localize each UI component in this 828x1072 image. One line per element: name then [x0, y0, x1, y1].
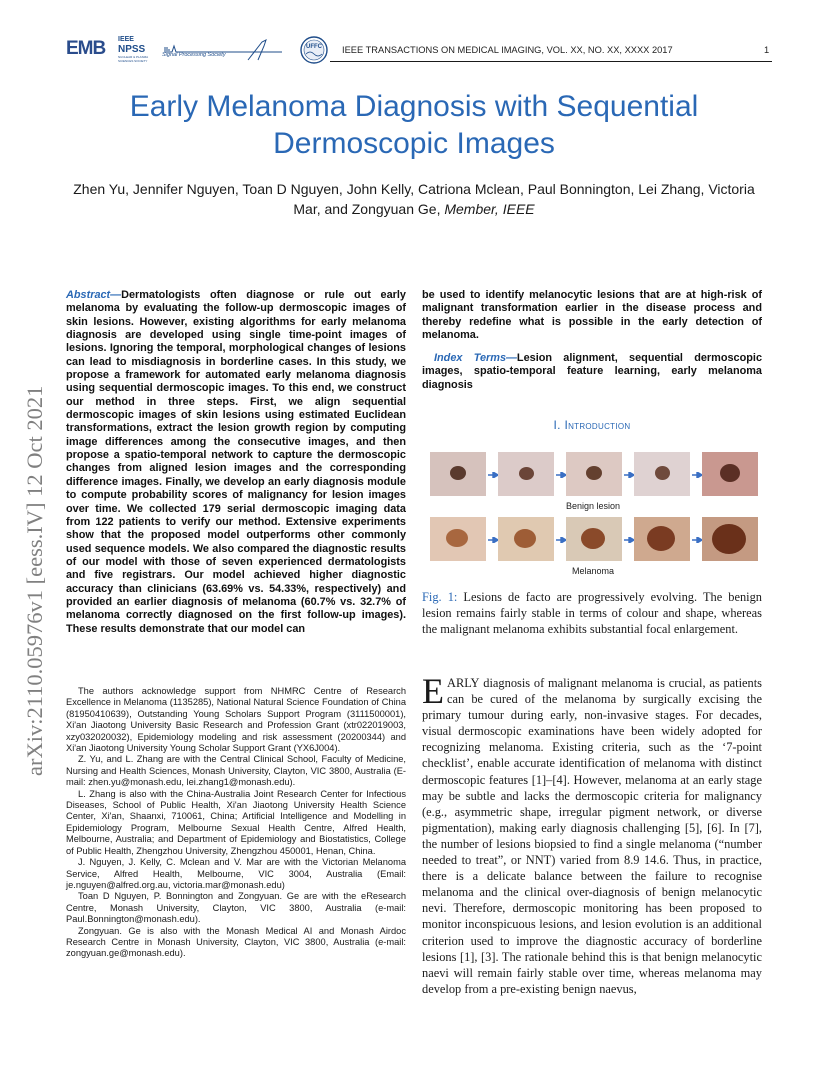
footnote-affiliation: Zongyuan. Ge is also with the Monash Medical AI and Monash Airdoc Research Centre in Monash University, Clayton, VIC 3800, Australia (e-mail: zongyuan.ge@monash.edu). — [66, 925, 406, 959]
arrow-right-icon — [556, 472, 566, 478]
npss-logo-text: NPSS — [118, 44, 146, 55]
benign-lesion-image-4 — [634, 452, 690, 496]
abstract-text: Dermatologists often diagnose or rule out early melanoma by evaluating the follow-up dermoscopic images of skin lesions. However, existing algorithms for early melanoma diagnosis are developed using single time-point images of lesions. Ignoring the temporal, morphological changes of lesions can lead to misdiagnosis in borderline cases. In this study, we propose a framework for automated early melanoma diagnosis using sequential dermoscopic images. To this end, we construct our method in three steps. First, we align sequential dermoscopic images of skin lesions using estimated Euclidean transformations, extract the lesion growth region by computing image differences among the consecutive images, and then propose a spatio-temporal network to capture the dermoscopic changes from aligned lesion images and the corresponding difference images. Finally, we develop an early diagnosis module to compute probability scores of malignancy for lesion images over time. We collected 179 serial dermoscopic imaging data from 122 patients to verify our method. Extensive experiments show that the proposed model outperforms other commonly used sequence models. We also compared the diagnostic results of our model with those of seven experienced dermatologists and five registrars. Our model achieved higher diagnostic accuracy than clinicians (63.69% vs. 54.33%, respectively) and provided an earlier diagnosis of melanoma (60.7% vs. 32.7% of melanoma correctly diagnosed on the first follow-up images). These results demonstrate that our model can — [66, 289, 406, 635]
footnote-affiliation: Toan D Nguyen, P. Bonnington and Zongyuan. Ge are with the eResearch Centre, Monash University, Clayton, VIC 3800, Australia (e-mail: Paul.Bonnington@monash.edu). — [66, 891, 406, 925]
footnote-affiliation: Z. Yu, and L. Zhang are with the Central Clinical School, Faculty of Medicine, Nursing and Health Sciences, Monash University, Clayton, VIC 3800, Australia (E-mail: zhen.yu@monash.edu, lei.zhang1@monash.edu). — [66, 754, 406, 788]
section-number: I. — [553, 418, 561, 432]
footnote-affiliation: L. Zhang is also with the China-Australia Joint Research Center for Infectious Diseases, School of Public Health, Xi'an Jiaotong University Health Science Center, Xi'an, Shaanxi, 710061, China; Artificial Intelligence and Modelling in Epidemiology Program, Melbourne Sexual Health Centre, Alfred Health, Melbourne, Australia; and Department of Epidemiology and Biostatistics, College of Public Health, Zhengzhou University, Zhengzhou 450001, Henan, China. — [66, 788, 406, 856]
arxiv-identifier: arXiv:2110.05976v1 [eess.IV] 12 Oct 2021 — [22, 385, 47, 776]
footnotes — [66, 686, 406, 960]
melanoma-image-3 — [566, 517, 622, 561]
footnote-affiliation: J. Nguyen, J. Kelly, C. Mclean and V. Mar are with the Victorian Melanoma Service, Alfred Health, Melbourne, VIC 3004, Australia (Email: je.nguyen@alfred.org.au, victoria.mar@monash.edu) — [66, 857, 406, 890]
footnote-funding: The authors acknowledge support from NHMRC Centre of Research Excellence in Melanoma (1135285), National Natural Science Foundation of China (81950410639), Outstanding Young Scholars Support Program (3111500001), Xi'an Jiaotong University Basic Research and Profession Grant (xtr022019003, xzy032020032), Epidemiology modeling and risk assessment (20200344) and Xi'an Jiaotong University Young Scholar Support Grant (YX6J004). — [66, 686, 406, 754]
uffc-logo — [300, 36, 328, 64]
benign-lesion-image-5 — [702, 452, 758, 496]
section-heading — [422, 418, 762, 432]
intro-first-word: ARLY — [447, 676, 480, 690]
author-names: Zhen Yu, Jennifer Nguyen, Toan D Nguyen, John Kelly, Catriona Mclean, Paul Bonnington, Lei Zhang, Victoria Mar, and Zongyuan Ge, — [73, 181, 755, 217]
figure-caption — [422, 589, 762, 637]
melanoma-label: Melanoma — [571, 566, 615, 576]
signal-processing-society-logo — [162, 38, 290, 64]
abstract-label: Abstract— — [66, 289, 122, 301]
drop-cap: E — [422, 671, 444, 711]
benign-lesion-label: Benign lesion — [565, 501, 621, 511]
paper-title: Early Melanoma Diagnosis with Sequential Dermoscopic Images — [129, 90, 699, 160]
figure-caption-text: Lesions de facto are progressively evolving. The benign lesion remains fairly stable in terms of colour and shape, whereas the malignant melanoma exhibits substantial focal enlargement. — [422, 590, 762, 637]
index-terms-label: Index Terms— — [434, 352, 517, 364]
melanoma-image-5 — [702, 517, 758, 561]
author-membership: Member, IEEE — [444, 201, 535, 217]
sps-wave-icon — [162, 38, 290, 64]
index-terms-text: Lesion alignment, sequential dermoscopic images, spatio-temporal feature learning, early melanoma diagnosis — [422, 352, 762, 391]
arrow-right-icon — [556, 537, 566, 543]
introduction-paragraph — [422, 671, 762, 997]
journal-header: IEEE TRANSACTIONS ON MEDICAL IMAGING, VOL. XX, NO. XX, XXXX 2017 — [342, 45, 673, 55]
npss-logo-subtext: NUCLEAR & PLASMA SCIENCES SOCIETY — [118, 55, 149, 63]
benign-lesion-image-1 — [430, 452, 486, 496]
arrow-right-icon — [624, 537, 634, 543]
uffc-seal-icon — [300, 36, 328, 64]
uffc-logo-text: UFFC — [306, 44, 322, 50]
author-list — [70, 179, 758, 219]
emb-logo: EMB — [66, 38, 106, 59]
arrow-right-icon — [692, 472, 702, 478]
abstract-continuation: be used to identify melanocytic lesions that are at high-risk of malignant transformation earlier in the disease process and thereby redefine what is possible in the early detection of melanoma. — [422, 289, 762, 342]
abstract — [66, 289, 406, 636]
intro-text: diagnosis of malignant melanoma is crucial, as patients can be cured of the melanoma by surgically excising the primary tumour during early, non-invasive stages. For decades, visual dermoscopic examinations have been widely adopted for recognizing melanoma. Existing criteria, such as the ‘7-point checklist’, enable accurate identification of melanoma with distinct dermoscopic features [1]–[4]. However, melanoma at an early stage may be subtle and lacks the dermoscopic criteria for malignancy (e.g., asymmetric shape, irregular pigment network, or diverse pigmentation), making early diagnosis challenging [5], [6]. In [7], the number of lesions biopsied to find a single melanoma (“number needed to treat”, or NNT) varied from 8.9 14.6. Thus, in practice, there is a delicate balance between the failure to recognise melanoma and the clinical over-diagnosis of benign melanocytic nevi. Therefore, dermoscopic monitoring has been proposed to monitor inconspicuous lesions, and lesion evolution is an additional criterion used to improve the diagnostic accuracy of borderline lesions [1], [3]. The rationale behind this is that benign melanocytic naevi will remain fairly stable over time, whereas melanoma may develop from a pre-existing benign naevus, — [422, 676, 762, 996]
arrow-right-icon — [488, 472, 498, 478]
header-rule — [330, 61, 772, 62]
figure-caption-label: Fig. 1: — [422, 590, 458, 604]
benign-lesion-sequence — [428, 452, 758, 496]
figure-1 — [428, 450, 758, 582]
benign-lesion-image-2 — [498, 452, 554, 496]
ieee-logo-text: IEEE — [118, 36, 134, 43]
index-terms — [422, 352, 762, 392]
melanoma-image-4 — [634, 517, 690, 561]
section-title: Introduction — [564, 418, 631, 432]
arrow-right-icon — [624, 472, 634, 478]
melanoma-image-2 — [498, 517, 554, 561]
melanoma-sequence — [428, 517, 758, 561]
benign-lesion-image-3 — [566, 452, 622, 496]
arrow-right-icon — [692, 537, 702, 543]
ieee-npss-logo — [118, 36, 152, 62]
sps-logo-text: Signal Processing Society — [162, 52, 226, 58]
melanoma-image-1 — [430, 517, 486, 561]
page-number: 1 — [764, 45, 770, 55]
arrow-right-icon — [488, 537, 498, 543]
